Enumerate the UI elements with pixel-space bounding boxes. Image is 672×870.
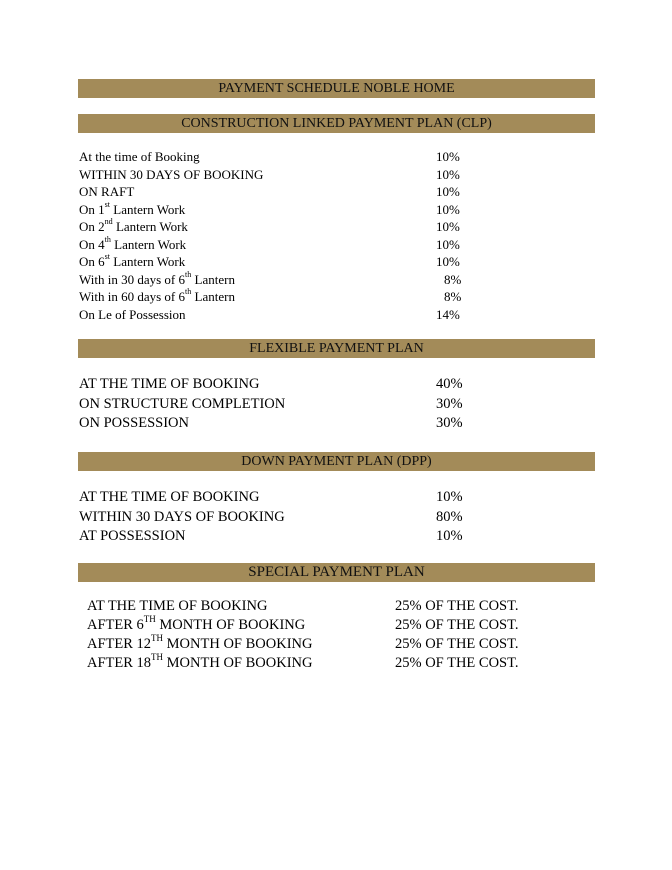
flexible-row-label: AT THE TIME OF BOOKING bbox=[79, 376, 260, 392]
clp-row-label: WITHIN 30 DAYS OF BOOKING bbox=[79, 166, 264, 182]
clp-row-label: With in 30 days of 6th Lantern bbox=[79, 269, 235, 287]
clp-row-value: 10% bbox=[436, 166, 460, 182]
clp-heading: CONSTRUCTION LINKED PAYMENT PLAN (CLP) bbox=[78, 114, 595, 133]
clp-row-value: 14% bbox=[436, 306, 460, 322]
clp-row-label: On Le of Possession bbox=[79, 306, 186, 322]
flexible-row-label: ON POSSESSION bbox=[79, 415, 189, 431]
special-heading: SPECIAL PAYMENT PLAN bbox=[78, 563, 595, 582]
clp-row-label: On 2nd Lantern Work bbox=[79, 217, 188, 234]
special-row-value: 25% OF THE COST. bbox=[395, 636, 519, 652]
clp-row-value: 10% bbox=[436, 219, 460, 234]
clp-row-label: On 1st Lantern Work bbox=[79, 199, 186, 217]
dpp-row-value: 80% bbox=[436, 508, 463, 525]
special-row-label: AFTER 6TH MONTH OF BOOKING bbox=[87, 613, 306, 633]
special-row-value: 25% OF THE COST. bbox=[395, 617, 519, 633]
flexible-heading: FLEXIBLE PAYMENT PLAN bbox=[78, 339, 595, 358]
flexible-row-value: 40% bbox=[436, 376, 463, 392]
clp-row-value: 8% bbox=[444, 289, 462, 304]
dpp-row-value: 10% bbox=[436, 489, 463, 505]
page-title: PAYMENT SCHEDULE NOBLE HOME bbox=[78, 79, 595, 98]
flexible-row-label: ON STRUCTURE COMPLETION bbox=[79, 395, 286, 412]
dpp-row-value: 10% bbox=[436, 528, 463, 544]
clp-row-label: At the time of Booking bbox=[79, 149, 200, 164]
clp-row-label: On 4th Lantern Work bbox=[79, 234, 187, 252]
clp-row-value: 10% bbox=[436, 254, 460, 269]
dpp-row-label: WITHIN 30 DAYS OF BOOKING bbox=[79, 508, 285, 525]
clp-row-value: 10% bbox=[436, 201, 460, 217]
special-row-value: 25% OF THE COST. bbox=[395, 655, 519, 671]
special-row-label: AFTER 12TH MONTH OF BOOKING bbox=[87, 632, 313, 652]
flexible-row-value: 30% bbox=[436, 415, 463, 431]
dpp-row-label: AT THE TIME OF BOOKING bbox=[79, 489, 260, 505]
clp-row-value: 8% bbox=[444, 271, 462, 287]
clp-row-value: 10% bbox=[436, 236, 460, 252]
dpp-heading: DOWN PAYMENT PLAN (DPP) bbox=[78, 452, 595, 471]
special-row-label: AFTER 18TH MONTH OF BOOKING bbox=[87, 651, 313, 671]
clp-row-value: 10% bbox=[436, 184, 460, 199]
special-row-label: AT THE TIME OF BOOKING bbox=[87, 598, 268, 614]
clp-row-label: With in 60 days of 6th Lantern bbox=[79, 287, 235, 304]
clp-row-label: On 6st Lantern Work bbox=[79, 252, 186, 269]
clp-row-label: ON RAFT bbox=[79, 184, 135, 199]
clp-row-value: 10% bbox=[436, 149, 460, 164]
flexible-row-value: 30% bbox=[436, 395, 463, 412]
dpp-row-label: AT POSSESSION bbox=[79, 528, 186, 544]
special-row-value: 25% OF THE COST. bbox=[395, 598, 519, 614]
